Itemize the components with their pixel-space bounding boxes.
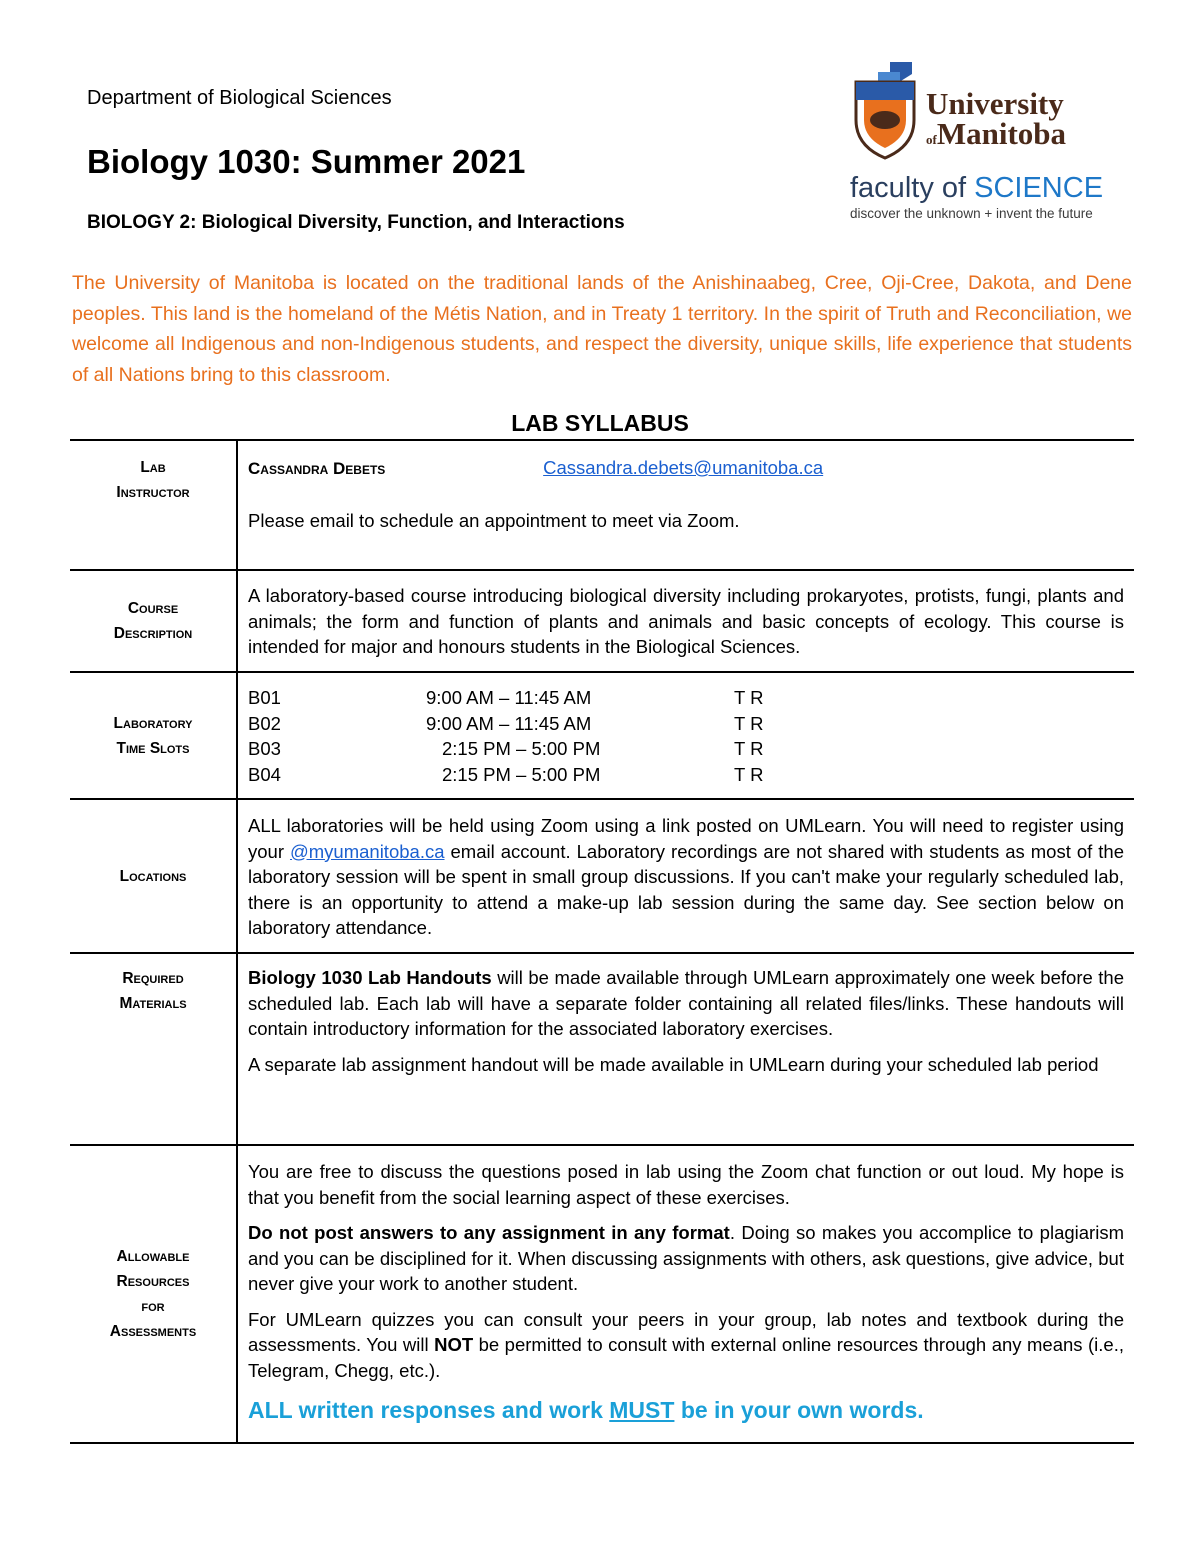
own-words-emphasis: ALL written responses and work MUST be in your own words. bbox=[248, 1397, 924, 1423]
course-description: A laboratory-based course introducing biological diversity including prokaryotes, protists, fungi, plants and animals; the form and function of plants and animals and basic concepts of ecology. This course is intended for major and honours students in the Biological Sciences. bbox=[248, 585, 1124, 657]
row-label-instructor: Lab Instructor bbox=[70, 440, 237, 570]
row-label-resources: Allowable Resources for Assessments bbox=[70, 1145, 237, 1443]
list-item: B01 9:00 AM – 11:45 AM T R bbox=[248, 687, 764, 708]
instructor-email-link[interactable]: Cassandra.debets@umanitoba.ca bbox=[543, 457, 824, 478]
locations-text: ALL laboratories will be held using Zoom using a link posted on UMLearn. You will need to register using your @myumanitoba.ca email account. Laboratory recordings are not shared with students as most of the laboratory session will be spent in small group discussions. If you can't make your regularly scheduled lab, there is an opportunity to attend a make-up lab session during the same day. See section below on laboratory attendance. bbox=[248, 815, 1124, 938]
myumanitoba-email-link[interactable]: @myumanitoba.ca bbox=[289, 840, 445, 862]
instructor-note: Please email to schedule an appointment to meet via Zoom. bbox=[248, 509, 740, 531]
university-logo bbox=[850, 60, 1140, 230]
syllabus-table bbox=[70, 439, 1134, 1444]
materials-text: Biology 1030 Lab Handouts will be made available through UMLearn approximately one week before the scheduled lab. Each lab will have a separate folder containing all related files/links. These handouts will contain introductory information for the associated laboratory exercises. A separate lab assignment handout will be made available in UMLearn during your scheduled lab period bbox=[248, 967, 1124, 1075]
resources-text: You are free to discuss the questions posed in lab using the Zoom chat function or out loud. My hope is that you benefit from the social learning aspect of these exercises. Do not post answers to any assignment in any format. Doing so makes you accomplice to plagiarism and you can be disciplined for it. When discussing assignments with others, ask questions, give advice, but never give your work to another student. For UMLearn quizzes you can consult your peers in your group, lab notes and textbook during the assessments. You will NOT be permitted to consult with external online resources through any means (i.e., Telegram, Chegg, etc.). ALL written responses and work MUST be in your own words. bbox=[237, 1145, 1134, 1443]
time-slots-list bbox=[237, 672, 1134, 799]
row-content-instructor bbox=[237, 440, 1134, 570]
logo-faculty: faculty of SCIENCE bbox=[850, 172, 1104, 204]
logo-tagline: discover the unknown + invent the future bbox=[850, 206, 1093, 221]
list-item: B03 2:15 PM – 5:00 PM T R bbox=[248, 738, 764, 759]
list-item: B04 2:15 PM – 5:00 PM T R bbox=[248, 763, 764, 785]
row-label-materials: Required Materials bbox=[70, 953, 237, 1145]
table-row bbox=[70, 672, 1134, 799]
table-row bbox=[70, 1145, 1134, 1443]
university-shield-icon bbox=[850, 60, 920, 160]
table-row bbox=[70, 570, 1134, 672]
list-item: B02 9:00 AM – 11:45 AM T R bbox=[248, 712, 764, 734]
page-title: Biology 1030: Summer 2021 bbox=[87, 143, 526, 180]
logo-university-word: University bbox=[926, 86, 1064, 121]
row-label-time-slots: Laboratory Time Slots bbox=[70, 672, 237, 799]
row-label-description: Course Description bbox=[70, 570, 237, 672]
table-row bbox=[70, 440, 1134, 570]
table-row bbox=[70, 953, 1134, 1145]
course-subtitle: BIOLOGY 2: Biological Diversity, Function, and Interactions bbox=[87, 212, 625, 233]
row-label-locations: Locations bbox=[70, 799, 237, 953]
syllabus-heading: LAB SYLLABUS bbox=[511, 410, 689, 436]
table-row bbox=[70, 799, 1134, 953]
instructor-name: Cassandra Debets bbox=[248, 459, 386, 478]
land-acknowledgement: The University of Manitoba is located on the traditional lands of the Anishinaabeg, Cree, Oji-Cree, Dakota, and Dene peoples. This land is the homeland of the Métis Nation, and in Treaty 1 territory. In the spirit of Truth and Reconciliation, we welcome all Indigenous and non-Indigenous students, and respect the diversity, unique skills, life experience that students of all Nations bring to this classroom. bbox=[72, 272, 1132, 386]
logo-manitoba-word: ofManitoba bbox=[926, 116, 1067, 151]
department-name: Department of Biological Sciences bbox=[87, 87, 392, 109]
